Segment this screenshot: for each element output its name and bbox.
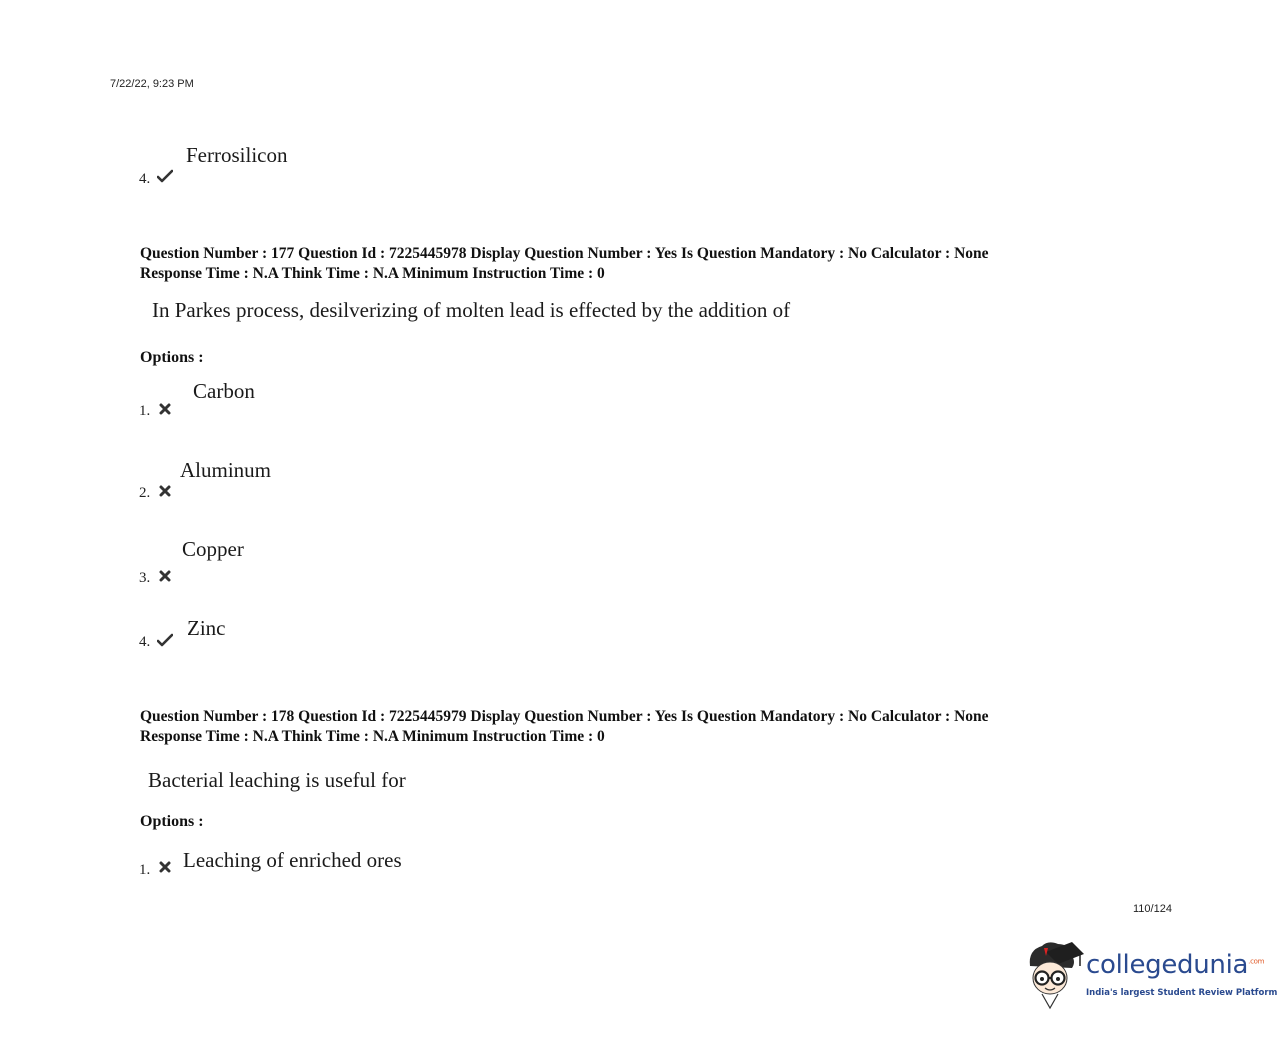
question-text: Bacterial leaching is useful for: [148, 768, 406, 792]
print-timestamp: 7/22/22, 9:23 PM: [110, 78, 194, 90]
page-number: 110/124: [1133, 903, 1172, 915]
option-text: Leaching of enriched ores: [183, 848, 402, 872]
question-text: In Parkes process, desilverizing of molten lead is effected by the addition of: [152, 298, 791, 322]
option-number: 4.: [139, 634, 151, 650]
question-meta-line1: Question Number : 177 Question Id : 7225445978 Display Question Number : Yes Is Question Mandatory : No Calculator : None: [140, 245, 989, 262]
options-label: Options :: [140, 813, 204, 830]
option-number: 2.: [139, 485, 151, 501]
question-meta-line2: Response Time : N.A Think Time : N.A Minimum Instruction Time : 0: [140, 728, 605, 745]
cross-icon: [157, 860, 173, 874]
option-text: Aluminum: [180, 458, 272, 482]
cross-icon: [157, 484, 173, 498]
logo-tagline: India's largest Student Review Platform: [1086, 988, 1278, 998]
option-number: 1.: [139, 403, 151, 419]
collegedunia-logo: [1024, 938, 1278, 1010]
option-text: Copper: [182, 537, 244, 561]
logo-suffix: .com: [1248, 957, 1265, 966]
option-text: Carbon: [193, 379, 255, 403]
check-icon: [157, 633, 173, 647]
cross-icon: [157, 402, 173, 416]
mascot-icon: [1024, 938, 1086, 1010]
check-icon: [157, 169, 173, 183]
option-number: 4.: [139, 171, 151, 187]
options-label: Options :: [140, 349, 204, 366]
option-text: Zinc: [187, 616, 226, 640]
question-meta-line2: Response Time : N.A Think Time : N.A Minimum Instruction Time : 0: [140, 265, 605, 282]
logo-wordmark: collegedunia: [1086, 950, 1249, 980]
option-text: Ferrosilicon: [186, 143, 288, 167]
option-number: 1.: [139, 862, 151, 878]
cross-icon: [157, 569, 173, 583]
question-meta-line1: Question Number : 178 Question Id : 7225445979 Display Question Number : Yes Is Question Mandatory : No Calculator : None: [140, 708, 989, 725]
option-number: 3.: [139, 570, 151, 586]
